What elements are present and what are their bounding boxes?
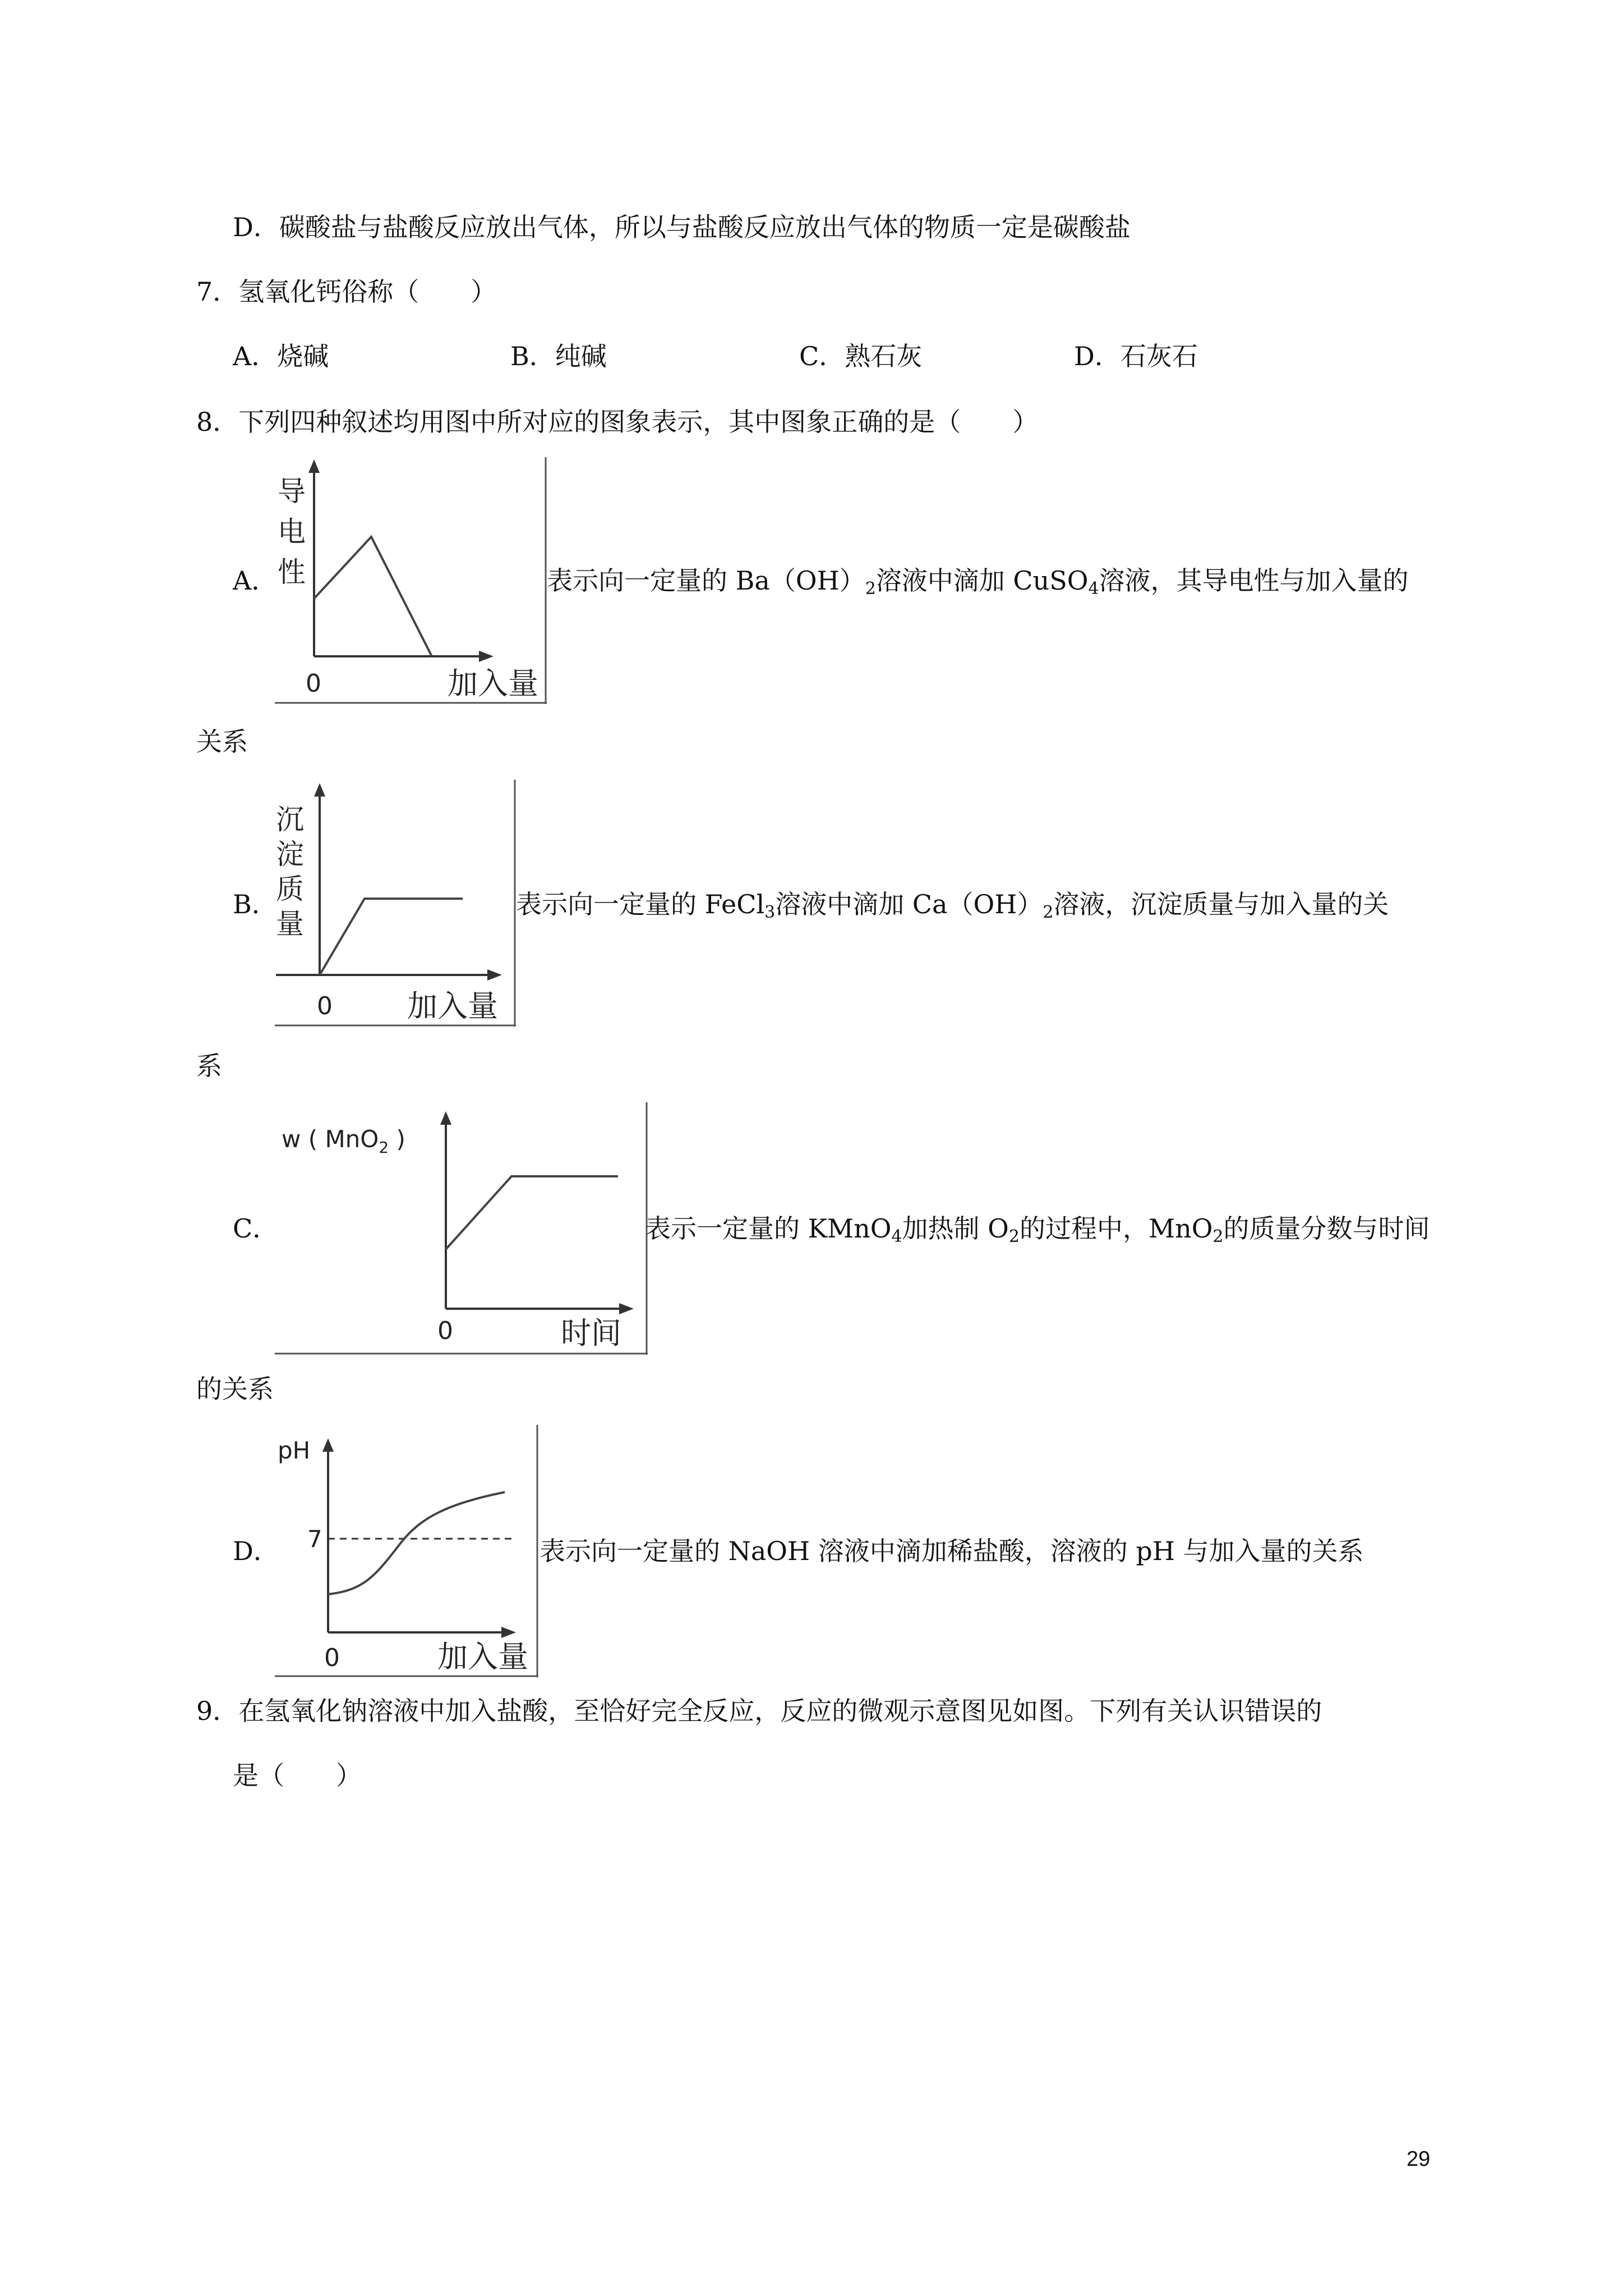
graph-a-origin: 0: [306, 669, 321, 698]
q8-option-b-text: 表示向一定量的 FeCl$_3$溶液中滴加 $Ca(OH)_2$溶液，沉淀质量与加入量的关: [516, 889, 1389, 922]
graph-b-origin: 0: [317, 992, 333, 1020]
q8-option-a-text: 表示向一定量的 $Ba(OH)_2$溶液中滴加 CuSO$_4$溶液，其导电性与加入量的: [547, 565, 1409, 599]
graph-a-ylabel-3: 性: [278, 556, 306, 588]
graph-b-xlabel: 加入量: [407, 988, 498, 1024]
q8-option-b-label: B．: [233, 889, 278, 919]
q9-stem-cont: 是（ ）: [233, 1760, 362, 1791]
q8-option-c-label: C．: [233, 1213, 279, 1244]
q7-option-b: B．纯碱: [510, 341, 607, 371]
graph-d-origin: 0: [324, 1644, 340, 1672]
graph-c-origin: 0: [437, 1317, 453, 1345]
q8-option-c-text: 表示一定量的 KMnO$_4$加热制 $O_2$的过程中，MnO$_2$的质量分数与时间: [645, 1213, 1430, 1246]
graph-c-xlabel: 时间: [561, 1315, 621, 1351]
q8-option-c-text-cont: 的关系: [196, 1374, 274, 1404]
graph-b-ylabel-4: 量: [276, 908, 304, 940]
q8-option-b-text-cont: 系: [196, 1051, 222, 1081]
graph-a-ylabel-1: 导: [278, 475, 306, 508]
graph-d-ref-7: 7: [307, 1525, 322, 1553]
graph-d-xlabel: 加入量: [437, 1639, 528, 1674]
q8-option-d-text: 表示向一定量的 NaOH 溶液中滴加稀盐酸，溶液的 pH 与加入量的关系: [540, 1536, 1364, 1566]
q8-option-a-text-cont: 关系: [196, 726, 248, 757]
graph-d-curve: [328, 1492, 505, 1594]
q8-option-a-label: A．: [233, 565, 278, 596]
graph-b-curve: [320, 899, 463, 975]
graph-d-ylabel: pH: [278, 1437, 311, 1464]
graph-a-ylabel-2: 电: [278, 516, 306, 548]
graph-b: [275, 780, 516, 1027]
graph-b-ylabel-3: 质: [276, 873, 304, 905]
graph-c-ylabel: w ( MnO$_2$ ): [282, 1125, 405, 1157]
q8-stem: 8．下列四种叙述均用图中所对应的图象表示，其中图象正确的是（ ）: [196, 407, 1039, 437]
q8-option-d-label: D．: [233, 1536, 279, 1566]
graph-a: [275, 457, 547, 704]
graph-c: [275, 1102, 648, 1355]
graph-b-ylabel-2: 淀: [276, 838, 304, 871]
q7-stem: 7．氢氧化钙俗称（ ）: [196, 277, 497, 307]
q6-option-d: D．碳酸盐与盐酸反应放出气体，所以与盐酸反应放出气体的物质一定是碳酸盐: [233, 212, 1131, 242]
graph-c-curve: [446, 1176, 618, 1249]
graph-a-xlabel: 加入量: [448, 666, 538, 701]
q7-option-d: D．石灰石: [1074, 341, 1198, 371]
q7-option-a: A．烧碱: [233, 341, 329, 371]
graph-b-ylabel-1: 沉: [276, 803, 304, 836]
q9-stem: 9．在氢氧化钠溶液中加入盐酸，至恰好完全反应，反应的微观示意图见如图。下列有关认识错误的: [196, 1696, 1322, 1726]
q7-option-c: C．熟石灰: [799, 341, 923, 371]
graph-d: [275, 1425, 538, 1677]
graph-a-curve: [314, 537, 432, 656]
page-number: 29: [1407, 2147, 1431, 2171]
